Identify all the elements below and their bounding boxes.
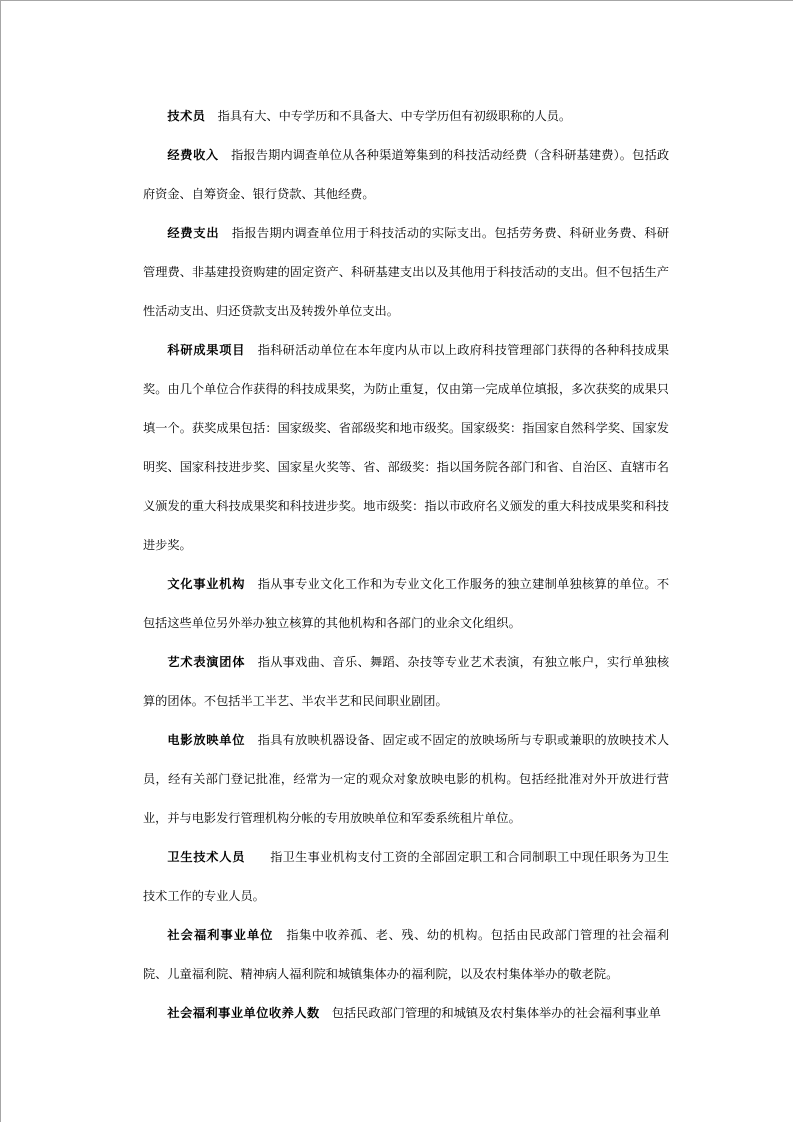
glossary-entry-funding-income xyxy=(143,136,669,214)
term-label: 社会福利事业单位 xyxy=(167,928,274,942)
definition-text: 指科研活动单位在本年度内从市以上政府科技管理部门获得的各种科技成果奖。由几个单位合作获得的科技成果奖，为防止重复，仅由第一完成单位填报，多次获奖的成果只填一个。获奖成果包括：国家级奖、省部级奖和地市级奖。国家级奖：指国家自然科学奖、国家发明奖、国家科技进步奖、国家星火奖等、省、部级奖：指以国务院各部门和省、自治区、直辖市名义颁发的重大科技成果奖和科技进步奖。地市级奖：指以市政府名义颁发的重大科技成果奖和科技进步奖。 xyxy=(143,343,670,552)
glossary-entry-social-welfare-adopted-persons xyxy=(143,994,669,1033)
definition-text: 指具有放映机器设备、固定或不固定的放映场所与专职或兼职的放映技术人员，经有关部门登记批准，经常为一定的观众对象放映电影的机构。包括经批准对外开放进行营业，并与电影发行管理机构分帐的专用放映单位和军委系统租片单位。 xyxy=(143,733,670,825)
document-content xyxy=(143,97,669,1033)
glossary-entry-technician xyxy=(143,97,669,136)
term-separator xyxy=(219,148,231,162)
term-separator xyxy=(245,850,270,864)
glossary-entry-social-welfare-institutions xyxy=(143,916,669,994)
term-separator xyxy=(274,928,287,942)
term-label: 技术员 xyxy=(167,109,206,123)
definition-text: 指报告期内调查单位从各种渠道筹集到的科技活动经费（含科研基建费）。包括政府资金、自筹资金、银行贷款、其他经费。 xyxy=(143,148,670,201)
term-separator xyxy=(245,577,257,591)
definition-text: 包括民政部门管理的和城镇及农村集体举办的社会福利事业单 xyxy=(331,1006,661,1020)
term-separator xyxy=(320,1006,332,1020)
term-separator xyxy=(205,109,217,123)
term-separator xyxy=(245,655,257,669)
glossary-entry-art-performance-troupes xyxy=(143,643,669,721)
term-separator xyxy=(245,733,257,747)
term-separator xyxy=(245,343,257,357)
term-label: 科研成果项目 xyxy=(167,343,246,357)
definition-text: 指具有大、中专学历和不具备大、中专学历但有初级职称的人员。 xyxy=(217,109,572,123)
term-label: 卫生技术人员 xyxy=(167,850,246,864)
glossary-entry-funding-expenditure xyxy=(143,214,669,331)
definition-text: 指从事戏曲、音乐、舞蹈、杂技等专业艺术表演，有独立帐户，实行单独核算的团体。不包括半工半艺、半农半艺和民间职业剧团。 xyxy=(143,655,670,708)
term-label: 文化事业机构 xyxy=(167,577,246,591)
definition-text: 指集中收养孤、老、残、幼的机构。包括由民政部门管理的社会福利院、儿童福利院、精神病人福利院和城镇集体办的福利院，以及农村集体举办的敬老院。 xyxy=(143,928,670,981)
term-label: 经费收入 xyxy=(167,148,219,162)
glossary-entry-film-projection-units xyxy=(143,721,669,838)
term-separator xyxy=(219,226,232,240)
glossary-entry-cultural-institutions xyxy=(143,565,669,643)
glossary-entry-research-achievement-projects xyxy=(143,331,669,565)
definition-text: 指卫生事业机构支付工资的全部固定职工和合同制职工中现任职务为卫生技术工作的专业人员。 xyxy=(143,850,670,903)
term-label: 社会福利事业单位收养人数 xyxy=(167,1006,320,1020)
glossary-entry-health-technical-personnel xyxy=(143,838,669,916)
term-label: 经费支出 xyxy=(167,226,220,240)
term-label: 艺术表演团体 xyxy=(167,655,246,669)
definition-text: 指报告期内调查单位用于科技活动的实际支出。包括劳务费、科研业务费、科研管理费、非基建投资购建的固定资产、科研基建支出以及其他用于科技活动的支出。但不包括生产性活动支出、归还贷款支出及转拨外单位支出。 xyxy=(143,226,670,318)
term-label: 电影放映单位 xyxy=(167,733,246,747)
definition-text: 指从事专业文化工作和为专业文化工作服务的独立建制单独核算的单位。不包括这些单位另外举办独立核算的其他机构和各部门的业余文化组织。 xyxy=(143,577,670,630)
